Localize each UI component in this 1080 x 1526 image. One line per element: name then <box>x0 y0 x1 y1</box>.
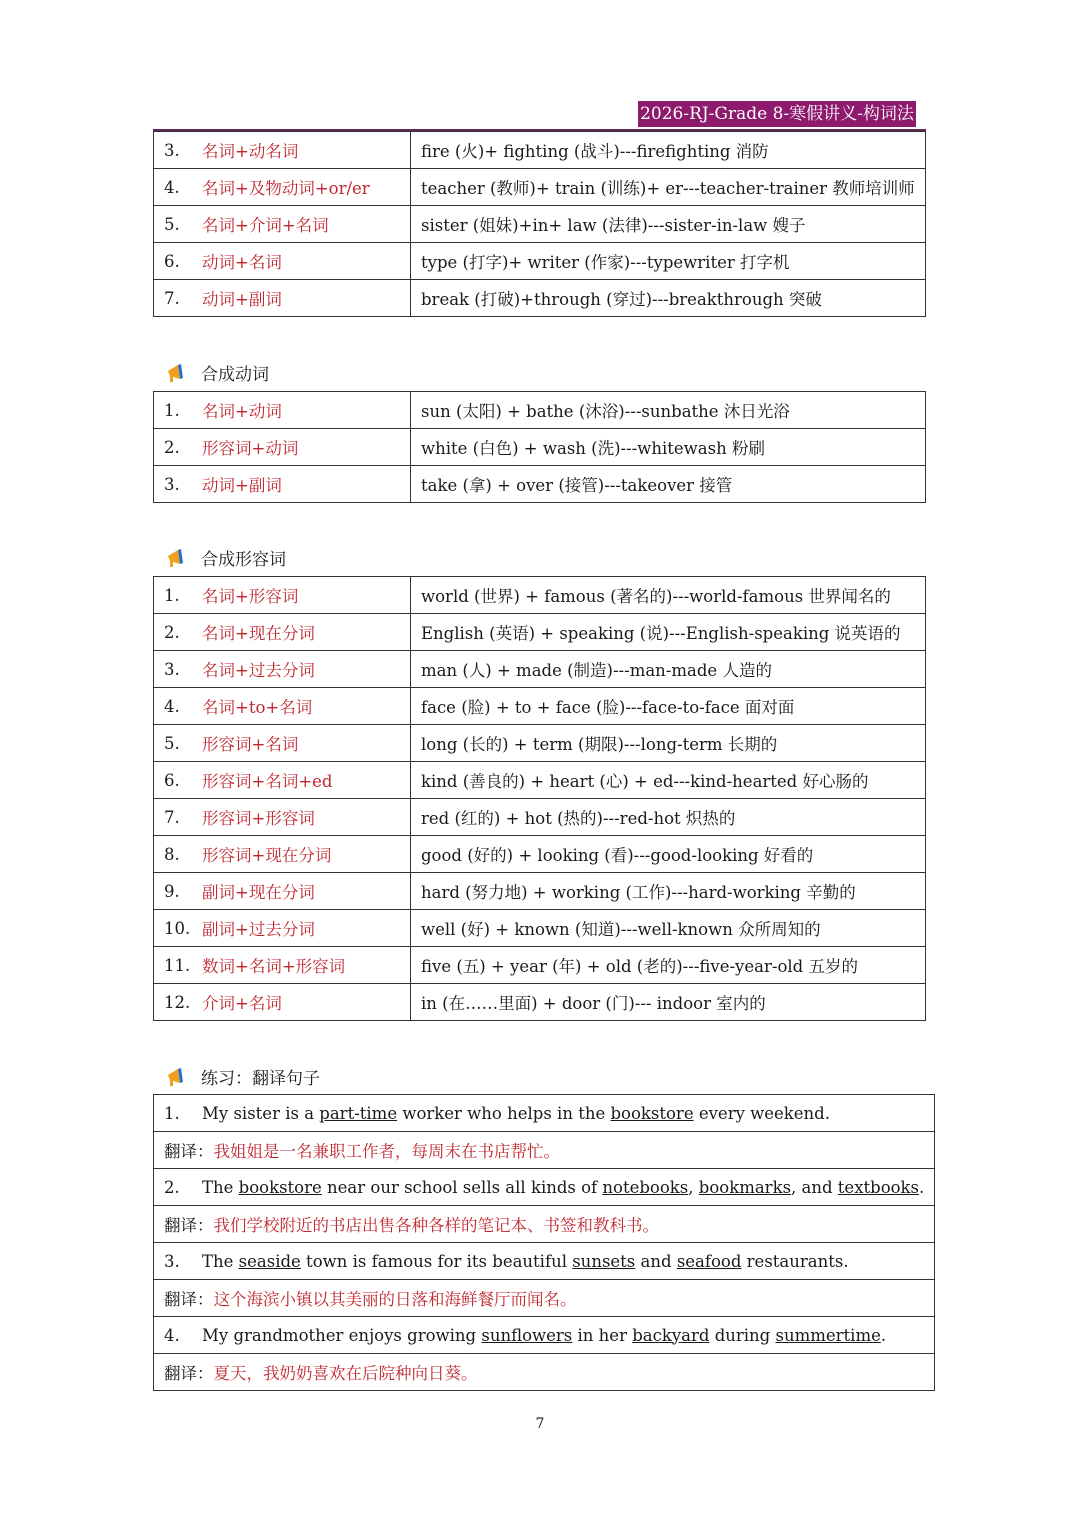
example-cell: world (世界) + famous (著名的)---world-famous 世界闻名的 <box>411 577 926 614</box>
table-row <box>154 206 926 243</box>
section-title-adjectives: 合成形容词 <box>165 545 286 570</box>
example-cell: sister (姐妹)+in+ law (法律)---sister-in-law 嫂子 <box>411 206 926 243</box>
translation-cell: 翻译：夏天，我奶奶喜欢在后院种向日葵。 <box>154 1354 935 1391</box>
example-cell: long (长的) + term (期限)---long-term 长期的 <box>411 725 926 762</box>
practice-table <box>153 1094 935 1391</box>
rule-cell: 10. 副词+过去分词 <box>154 910 411 947</box>
table-row <box>154 947 926 984</box>
sentence-row <box>154 1243 935 1280</box>
table-row <box>154 243 926 280</box>
translation-row <box>154 1280 935 1317</box>
table-row <box>154 614 926 651</box>
translation-cell: 翻译：我们学校附近的书店出售各种各样的笔记本、书签和教科书。 <box>154 1206 935 1243</box>
translation-row <box>154 1132 935 1169</box>
table-row <box>154 466 926 503</box>
example-cell: teacher (教师)+ train (训练)+ er---teacher-trainer 教师培训师 <box>411 169 926 206</box>
example-cell: in (在……里面) + door (门)--- indoor 室内的 <box>411 984 926 1021</box>
example-cell: type (打字)+ writer (作家)---typewriter 打字机 <box>411 243 926 280</box>
table-row <box>154 651 926 688</box>
rule-cell: 7. 形容词+形容词 <box>154 799 411 836</box>
rule-cell: 3. 名词+动名词 <box>154 132 411 169</box>
megaphone-icon <box>165 361 189 385</box>
table-row <box>154 132 926 169</box>
table-row <box>154 799 926 836</box>
example-cell: good (好的) + looking (看)---good-looking 好看的 <box>411 836 926 873</box>
translation-row <box>154 1206 935 1243</box>
rule-cell: 6. 动词+名词 <box>154 243 411 280</box>
table-row <box>154 984 926 1021</box>
rule-cell: 12. 介词+名词 <box>154 984 411 1021</box>
rule-cell: 11. 数词+名词+形容词 <box>154 947 411 984</box>
table-row <box>154 169 926 206</box>
example-cell: red (红的) + hot (热的)---red-hot 炽热的 <box>411 799 926 836</box>
table-row <box>154 873 926 910</box>
sentence-cell: 4. My grandmother enjoys growing sunflowers in her backyard during summertime. <box>154 1317 935 1354</box>
compound-verbs-table <box>153 391 926 503</box>
example-cell: kind (善良的) + heart (心) + ed---kind-hearted 好心肠的 <box>411 762 926 799</box>
sentence-row <box>154 1095 935 1132</box>
rule-cell: 8. 形容词+现在分词 <box>154 836 411 873</box>
example-cell: take (拿) + over (接管)---takeover 接管 <box>411 466 926 503</box>
table-row <box>154 280 926 317</box>
sentence-row <box>154 1317 935 1354</box>
rule-cell: 4. 名词+及物动词+or/er <box>154 169 411 206</box>
example-cell: white (白色) + wash (洗)---whitewash 粉刷 <box>411 429 926 466</box>
table-row <box>154 725 926 762</box>
table-row <box>154 577 926 614</box>
rule-cell: 6. 形容词+名词+ed <box>154 762 411 799</box>
table-row <box>154 429 926 466</box>
example-cell: sun (太阳) + bathe (沐浴)---sunbathe 沐日光浴 <box>411 392 926 429</box>
rule-cell: 5. 形容词+名词 <box>154 725 411 762</box>
sentence-row <box>154 1169 935 1206</box>
table-row <box>154 392 926 429</box>
compound-nouns-table <box>153 131 926 317</box>
table-row <box>154 836 926 873</box>
rule-cell: 7. 动词+副词 <box>154 280 411 317</box>
header-tag: 2026-RJ-Grade 8-寒假讲义-构词法 <box>638 101 916 127</box>
page-number: 7 <box>535 1416 545 1432</box>
example-cell: break (打破)+through (穿过)---breakthrough 突破 <box>411 280 926 317</box>
sentence-cell: 2. The bookstore near our school sells all kinds of notebooks, bookmarks, and textbooks. <box>154 1169 935 1206</box>
example-cell: face (脸) + to + face (脸)---face-to-face 面对面 <box>411 688 926 725</box>
table-row <box>154 688 926 725</box>
rule-cell: 3. 动词+副词 <box>154 466 411 503</box>
table-row <box>154 910 926 947</box>
section-title-verbs: 合成动词 <box>165 360 269 385</box>
section-title-practice: 练习：翻译句子 <box>165 1064 320 1089</box>
rule-cell: 1. 名词+形容词 <box>154 577 411 614</box>
example-cell: well (好) + known (知道)---well-known 众所周知的 <box>411 910 926 947</box>
example-cell: fire (火)+ fighting (战斗)---firefighting 消防 <box>411 132 926 169</box>
rule-cell: 2. 形容词+动词 <box>154 429 411 466</box>
rule-cell: 3. 名词+过去分词 <box>154 651 411 688</box>
translation-row <box>154 1354 935 1391</box>
rule-cell: 1. 名词+动词 <box>154 392 411 429</box>
example-cell: hard (努力地) + working (工作)---hard-working 辛勤的 <box>411 873 926 910</box>
megaphone-icon <box>165 1065 189 1089</box>
compound-adjectives-table <box>153 576 926 1021</box>
translation-cell: 翻译：这个海滨小镇以其美丽的日落和海鲜餐厅而闻名。 <box>154 1280 935 1317</box>
rule-cell: 4. 名词+to+名词 <box>154 688 411 725</box>
sentence-cell: 3. The seaside town is famous for its beautiful sunsets and seafood restaurants. <box>154 1243 935 1280</box>
rule-cell: 2. 名词+现在分词 <box>154 614 411 651</box>
rule-cell: 5. 名词+介词+名词 <box>154 206 411 243</box>
megaphone-icon <box>165 546 189 570</box>
sentence-cell: 1. My sister is a part-time worker who helps in the bookstore every weekend. <box>154 1095 935 1132</box>
example-cell: man (人) + made (制造)---man-made 人造的 <box>411 651 926 688</box>
example-cell: five (五) + year (年) + old (老的)---five-year-old 五岁的 <box>411 947 926 984</box>
table-row <box>154 762 926 799</box>
example-cell: English (英语) + speaking (说)---English-speaking 说英语的 <box>411 614 926 651</box>
translation-cell: 翻译：我姐姐是一名兼职工作者，每周末在书店帮忙。 <box>154 1132 935 1169</box>
rule-cell: 9. 副词+现在分词 <box>154 873 411 910</box>
